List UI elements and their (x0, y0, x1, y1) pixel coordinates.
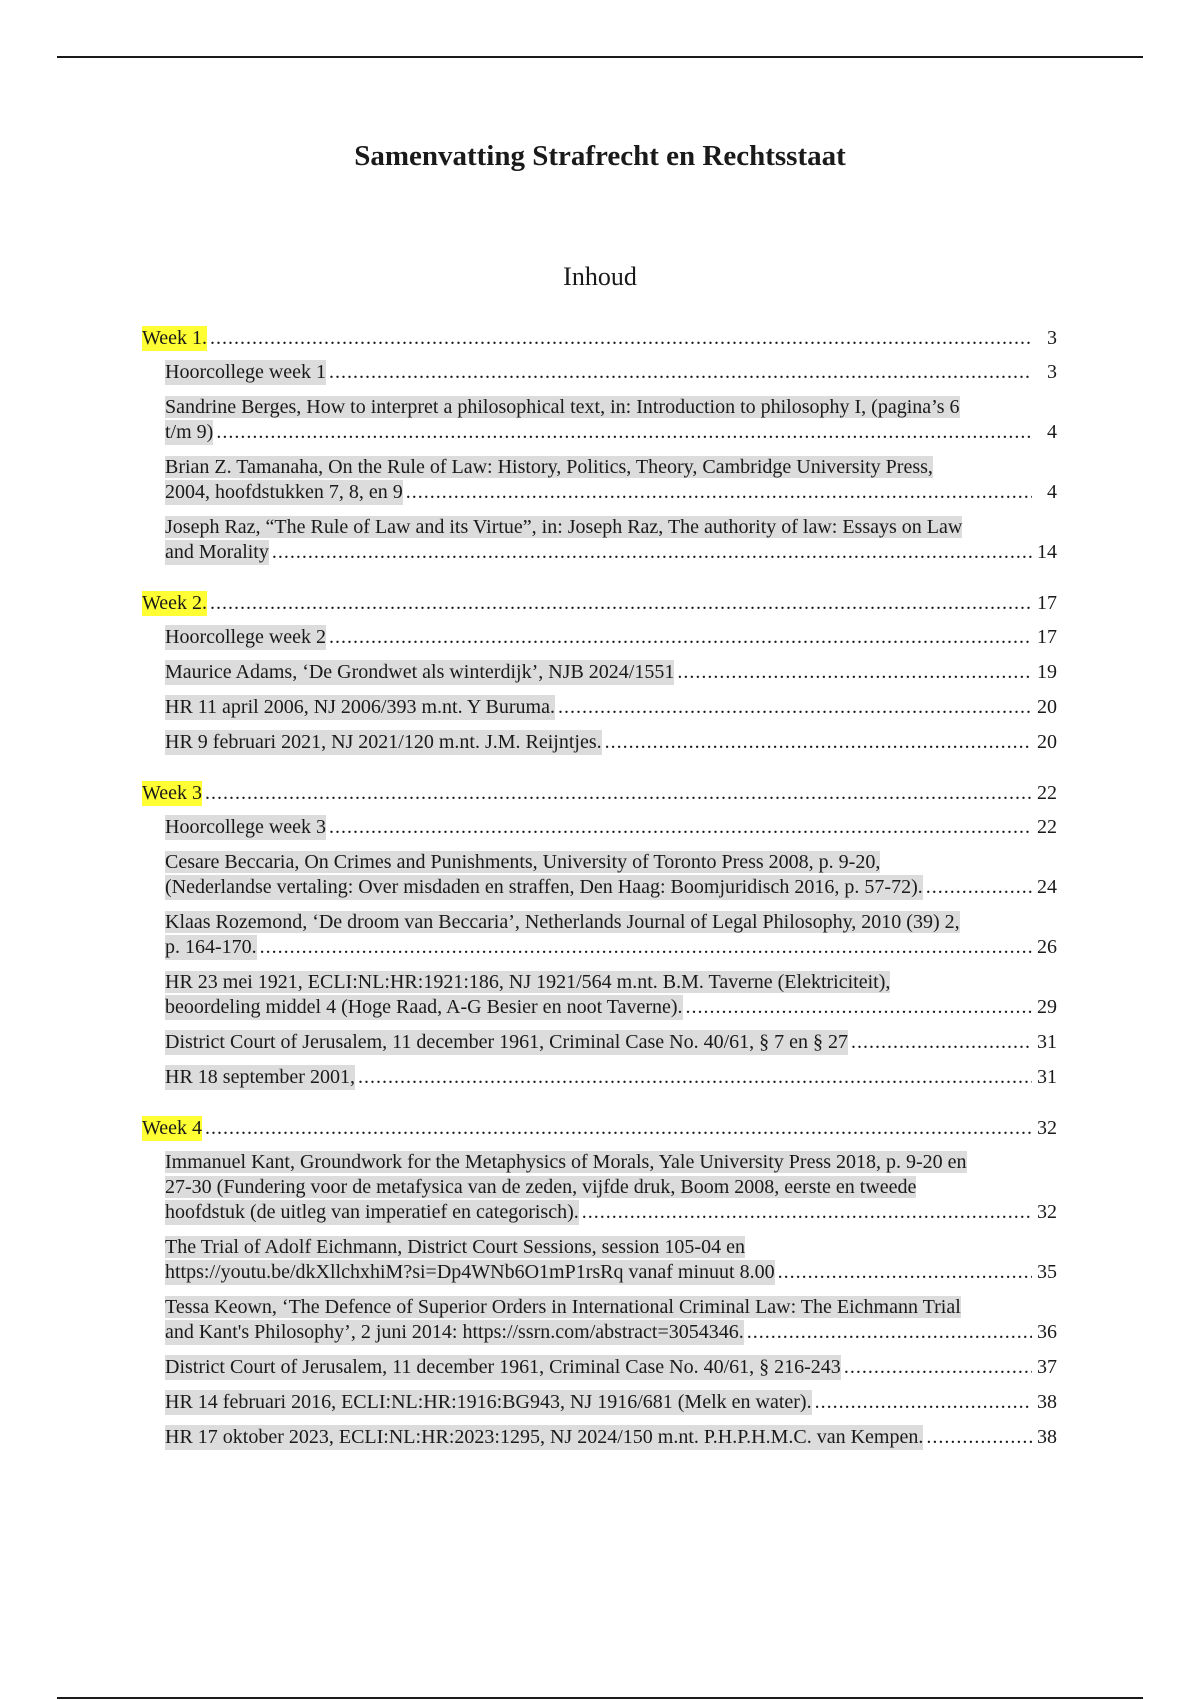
page-number: 3 (1047, 361, 1057, 383)
toc-entry[interactable] (142, 660, 1057, 685)
toc-week-entry[interactable] (142, 1116, 1057, 1141)
toc-entry-line (142, 1116, 1057, 1141)
dot-leader (358, 1065, 1032, 1090)
toc-entry[interactable] (142, 910, 1057, 960)
page-number: 38 (1037, 1391, 1057, 1413)
toc-entry-text: 2004, hoofdstukken 7, 8, en 9 (165, 481, 403, 503)
dot-leader (851, 1030, 1032, 1055)
toc-entry[interactable] (142, 625, 1057, 650)
dot-leader (558, 695, 1032, 720)
dot-leader (329, 815, 1032, 840)
toc-entry-text: Immanuel Kant, Groundwork for the Metaphysics of Morals, Yale University Press 2018, p. 9-20 en (165, 1151, 967, 1173)
toc-entry-text: (Nederlandse vertaling: Over misdaden en straffen, Den Haag: Boomjuridisch 2016, p. 57-72). (165, 876, 923, 898)
week-label: Week 1. (142, 327, 208, 349)
page-number: 4 (1047, 421, 1057, 443)
toc-entry[interactable] (142, 695, 1057, 720)
toc-entry-line (142, 591, 1057, 616)
toc-entry[interactable] (142, 1425, 1057, 1450)
page-number: 38 (1037, 1426, 1057, 1448)
dot-leader (605, 730, 1032, 755)
page-number: 37 (1037, 1356, 1057, 1378)
toc-entry-line (165, 875, 1057, 900)
dot-leader (329, 360, 1032, 385)
toc-entry-line (165, 815, 1057, 840)
toc-entry-line (165, 695, 1057, 720)
toc-entry[interactable] (142, 515, 1057, 565)
page-number: 22 (1037, 816, 1057, 838)
toc-entry-line (142, 326, 1057, 351)
toc-entry-text: Hoorcollege week 3 (165, 816, 327, 838)
toc-entry-line (165, 1175, 1057, 1200)
toc-entry-line (165, 455, 1057, 480)
toc-entry-line (165, 1260, 1057, 1285)
toc-entry-text: Tessa Keown, ‘The Defence of Superior Orders in International Criminal Law: The Eichmann Trial (165, 1296, 961, 1318)
toc-entry-text: t/m 9) (165, 421, 214, 443)
toc-entry-line (165, 420, 1057, 445)
toc-week-entry[interactable] (142, 326, 1057, 351)
toc-entry-text: District Court of Jerusalem, 11 december 1961, Criminal Case No. 40/61, § 7 en § 27 (165, 1031, 849, 1053)
dot-leader (926, 875, 1032, 900)
dot-leader (260, 935, 1032, 960)
toc-entry-line (165, 360, 1057, 385)
toc-entry-line (165, 1030, 1057, 1055)
toc-entry-line (142, 781, 1057, 806)
toc-entry-line (165, 515, 1057, 540)
week-label: Week 4 (142, 1117, 203, 1139)
toc-entry-text: Klaas Rozemond, ‘De droom van Beccaria’, Netherlands Journal of Legal Philosophy, 2010 (39) 2, (165, 911, 960, 933)
toc-entry-text: HR 17 oktober 2023, ECLI:NL:HR:2023:1295, NJ 2024/150 m.nt. P.H.P.H.M.C. van Kempen. (165, 1426, 924, 1448)
toc-entry-line (165, 730, 1057, 755)
toc-section (142, 1116, 1057, 1450)
toc-entry-line (165, 1200, 1057, 1225)
dot-leader (926, 1425, 1032, 1450)
toc-entry-text: Joseph Raz, “The Rule of Law and its Virtue”, in: Joseph Raz, The authority of law: Essays on Law (165, 516, 963, 538)
toc-entry-line (165, 1425, 1057, 1450)
page-number: 3 (1047, 327, 1057, 349)
footer-rule (57, 1697, 1143, 1699)
toc-entry-line (165, 1390, 1057, 1415)
toc-entry[interactable] (142, 1065, 1057, 1090)
toc-entry[interactable] (142, 850, 1057, 900)
dot-leader (747, 1320, 1032, 1345)
toc-entry-text: HR 14 februari 2016, ECLI:NL:HR:1916:BG943, NJ 1916/681 (Melk en water). (165, 1391, 812, 1413)
toc-entry-text: HR 18 september 2001, (165, 1066, 355, 1088)
toc-entry-line (165, 480, 1057, 505)
page-number: 19 (1037, 661, 1057, 683)
dot-leader (686, 995, 1032, 1020)
toc-entry-text: Hoorcollege week 1 (165, 361, 327, 383)
toc-section (142, 326, 1057, 565)
page-number: 20 (1037, 731, 1057, 753)
toc-entry-line (165, 660, 1057, 685)
page-number: 31 (1037, 1066, 1057, 1088)
toc-entry-line (165, 625, 1057, 650)
toc-entry-text: and Kant's Philosophy’, 2 juni 2014: https://ssrn.com/abstract=3054346. (165, 1321, 744, 1343)
toc-entry-line (165, 540, 1057, 565)
toc-entry-text: beoordeling middel 4 (Hoge Raad, A-G Besier en noot Taverne). (165, 996, 683, 1018)
toc-entry-line (165, 850, 1057, 875)
toc-entry-text: and Morality (165, 541, 269, 563)
page-number: 22 (1037, 782, 1057, 804)
dot-leader (582, 1200, 1032, 1225)
toc-entry[interactable] (142, 1295, 1057, 1345)
dot-leader (210, 591, 1032, 616)
toc-entry[interactable] (142, 360, 1057, 385)
dot-leader (272, 540, 1032, 565)
toc-entry-line (165, 910, 1057, 935)
dot-leader (205, 781, 1032, 806)
dot-leader (216, 420, 1032, 445)
page-number: 24 (1037, 876, 1057, 898)
toc-entry-line (165, 1065, 1057, 1090)
toc-entry-text: https://youtu.be/dkXllchxhiM?si=Dp4WNb6O1mP1rsRq vanaf minuut 8.00 (165, 1261, 775, 1283)
week-label: Week 3 (142, 782, 203, 804)
dot-leader (677, 660, 1032, 685)
page-number: 14 (1037, 541, 1057, 563)
toc-entry[interactable] (142, 1355, 1057, 1380)
table-of-contents (142, 326, 1057, 1476)
page-number: 4 (1047, 481, 1057, 503)
toc-entry-text: HR 11 april 2006, NJ 2006/393 m.nt. Y Buruma. (165, 696, 555, 718)
toc-entry[interactable] (142, 1030, 1057, 1055)
dot-leader (778, 1260, 1032, 1285)
page-number: 36 (1037, 1321, 1057, 1343)
toc-entry-text: The Trial of Adolf Eichmann, District Court Sessions, session 105-04 en (165, 1236, 745, 1258)
dot-leader (329, 625, 1032, 650)
toc-section (142, 591, 1057, 755)
toc-entry-text: HR 9 februari 2021, NJ 2021/120 m.nt. J.M. Reijntjes. (165, 731, 602, 753)
toc-entry-line (165, 1355, 1057, 1380)
page-number: 32 (1037, 1201, 1057, 1223)
toc-entry[interactable] (142, 395, 1057, 445)
toc-entry-text: p. 164-170. (165, 936, 257, 958)
page-number: 32 (1037, 1117, 1057, 1139)
toc-entry-line (165, 1320, 1057, 1345)
dot-leader (406, 480, 1032, 505)
toc-entry-text: Brian Z. Tamanaha, On the Rule of Law: History, Politics, Theory, Cambridge University Press, (165, 456, 933, 478)
page-number: 17 (1037, 592, 1057, 614)
dot-leader (205, 1116, 1032, 1141)
toc-entry[interactable] (142, 730, 1057, 755)
toc-entry-text: Hoorcollege week 2 (165, 626, 327, 648)
toc-entry-text: hoofdstuk (de uitleg van imperatief en categorisch). (165, 1201, 579, 1223)
toc-entry-text: Sandrine Berges, How to interpret a philosophical text, in: Introduction to philosophy I, (pagina’s 6 (165, 396, 960, 418)
toc-week-entry[interactable] (142, 591, 1057, 616)
toc-entry-line (165, 1295, 1057, 1320)
week-label: Week 2. (142, 592, 208, 614)
page-number: 17 (1037, 626, 1057, 648)
toc-entry-line (165, 995, 1057, 1020)
toc-entry-text: Cesare Beccaria, On Crimes and Punishments, University of Toronto Press 2008, p. 9-20, (165, 851, 881, 873)
toc-entry-text: HR 23 mei 1921, ECLI:NL:HR:1921:186, NJ 1921/564 m.nt. B.M. Taverne (Elektriciteit), (165, 971, 891, 993)
dot-leader (210, 326, 1032, 351)
toc-section (142, 781, 1057, 1090)
toc-entry[interactable] (142, 1390, 1057, 1415)
dot-leader (815, 1390, 1032, 1415)
toc-entry[interactable] (142, 455, 1057, 505)
page-number: 20 (1037, 696, 1057, 718)
toc-entry[interactable] (142, 970, 1057, 1020)
toc-entry-line (165, 395, 1057, 420)
toc-entry-line (165, 1235, 1057, 1260)
toc-week-entry[interactable] (142, 781, 1057, 806)
dot-leader (844, 1355, 1032, 1380)
page-number: 26 (1037, 936, 1057, 958)
toc-entry-text: Maurice Adams, ‘De Grondwet als winterdijk’, NJB 2024/1551 (165, 661, 675, 683)
toc-entry-text: 27-30 (Fundering voor de metafysica van de zeden, vijfde druk, Boom 2008, eerste en tweede (165, 1176, 917, 1198)
toc-entry[interactable] (142, 1235, 1057, 1285)
page-number: 35 (1037, 1261, 1057, 1283)
toc-entry-line (165, 935, 1057, 960)
toc-entry-text: District Court of Jerusalem, 11 december 1961, Criminal Case No. 40/61, § 216-243 (165, 1356, 841, 1378)
toc-entry[interactable] (142, 1150, 1057, 1225)
page-number: 31 (1037, 1031, 1057, 1053)
toc-heading: Inhoud (563, 262, 637, 291)
toc-entry-line (165, 1150, 1057, 1175)
toc-entry-line (165, 970, 1057, 995)
page-number: 29 (1037, 996, 1057, 1018)
toc-entry[interactable] (142, 815, 1057, 840)
document-title: Samenvatting Strafrecht en Rechtsstaat (354, 140, 846, 172)
header-rule (57, 56, 1143, 58)
